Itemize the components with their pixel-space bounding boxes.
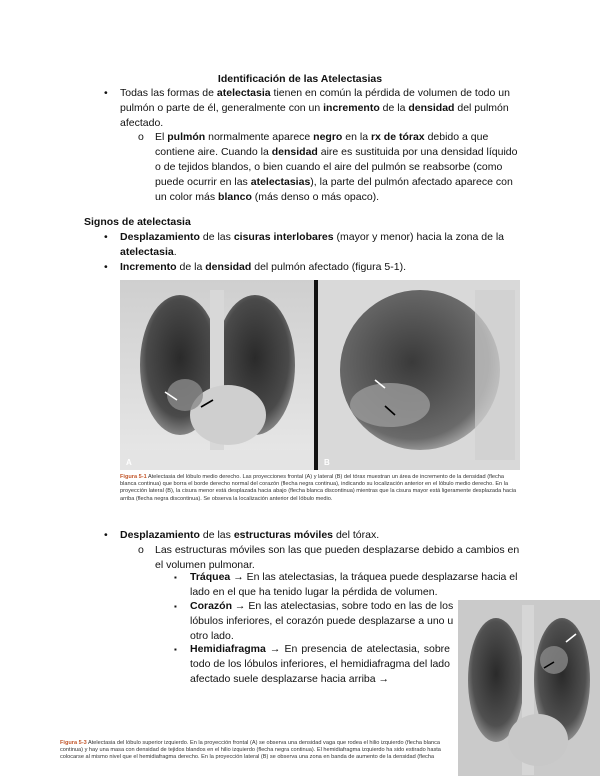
bullet: • — [104, 529, 108, 541]
square-bullet: ▪ — [174, 645, 177, 654]
panel-label-b: B — [324, 458, 330, 467]
sub-bullet: o — [138, 544, 144, 556]
square-bullet: ▪ — [174, 573, 177, 582]
bullet: • — [104, 231, 108, 243]
bullet: • — [104, 87, 108, 99]
item-hemidiafragma: Hemidiafragma → En presencia de atelectasia, sobre todo de los lóbulos inferiores, el hemidiafragma del lado afectado suele desplazarse hacia arriba → — [190, 643, 450, 685]
signs-heading: Signos de atelectasia — [84, 216, 191, 228]
sign-incremento-densidad: Incremento de la densidad del pulmón afectado (figura 5-1). — [120, 261, 406, 273]
sign-desplazamiento-cisuras: Desplazamiento de las cisuras interlobares (mayor y menor) hacia la zona de la atelectasia. — [120, 231, 505, 258]
paragraph-atelectasia: Todas las formas de atelectasia tienen en común la pérdida de volumen de todo un pulmón o parte de él, generalmente con un incremento de la densidad del pulmón afectado. — [120, 87, 510, 129]
paragraph-pulmon: El pulmón normalmente aparece negro en la rx de tórax debido a que contiene aire. Cuando la densidad aire es sustituida por una densidad líquido o de tejidos blandos, o bien cuando el aire del pulmón se reabsorbe (como puede ocurrir en las atelectasias), la parte del pulmón afectado aparece con un color más blanco (más denso o más opaco). — [155, 131, 518, 203]
sub-bullet: o — [138, 131, 144, 143]
bullet: • — [104, 261, 108, 273]
square-bullet: ▪ — [174, 602, 177, 611]
panel-label-a: A — [126, 458, 132, 467]
xray-images — [120, 280, 520, 470]
xray-image-2 — [458, 600, 600, 776]
figure-5-1 — [120, 280, 520, 470]
paragraph-estructuras: Las estructuras móviles son las que pueden desplazarse debido a cambios en el volumen pulmonar. — [155, 544, 520, 571]
sign-estructuras-moviles: Desplazamiento de las estructuras móviles del tórax. — [120, 529, 380, 541]
page-title: Identificación de las Atelectasias — [217, 73, 383, 85]
item-traquea: Tráquea → En las atelectasias, la tráquea puede desplazarse hacia el lado en el que ha tenido lugar la pérdida de volumen. — [190, 571, 518, 598]
figure-5-3-caption: Figura 5-3 Atelectasia del lóbulo superior izquierdo. En la proyección frontal (A) se observa una densidad vaga que rodea el hilio izquierdo (flecha blanca continua) y hay una masa con densidad de tejidos blandos en el hilio izquierdo (flecha negra continua). El hemidiafragma izquierdo ha sido estirado hasta colocarse al mismo nivel que el hemidiafragma derecho. En la proyección lateral (B) se observa una zona en banda de aumento de la densidad (flecha — [60, 740, 441, 761]
figure-5-3 — [458, 600, 600, 776]
item-corazon: Corazón → En las atelectasias, sobre todo en las de los lóbulos inferiores, el corazón puede desplazarse a uno u otro lado. — [190, 600, 454, 642]
figure-5-1-caption: Figura 5-1 Atelectasia del lóbulo medio derecho. Las proyecciones frontal (A) y lateral (B) del tórax muestran un área de incremento de la densidad (flecha blanca continua) que borra el borde derecho normal del corazón (flecha negra continua), indicando su localización anterior en el lóbulo medio derecho. En la proyección lateral (B), la cisura menor está desplazada hacia abajo (flecha blanca discontinua) mientras que la cisura mayor está ligeramente desplazada hacia arriba (flecha negra discontinua). Se observa la localización anterior del lóbulo medio. — [120, 474, 517, 502]
